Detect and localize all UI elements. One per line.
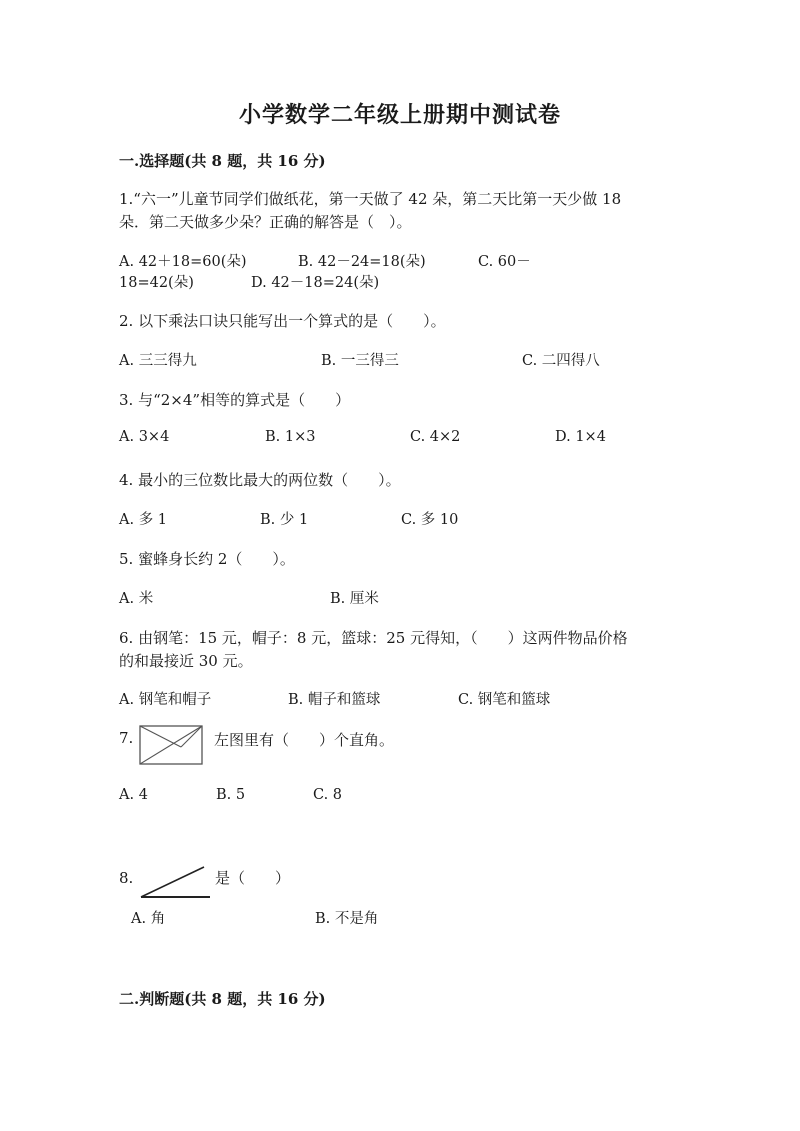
question-4-option-b: B. 少 1	[260, 512, 309, 528]
question-2-option-b: B. 一三得三	[321, 353, 399, 369]
page-title: 小学数学二年级上册期中测试卷	[238, 102, 561, 128]
question-7-number: 7.	[119, 729, 134, 747]
figure-diagonal-left	[140, 726, 181, 747]
question-8-text: 是（ ）	[215, 869, 291, 887]
question-3-option-b: B. 1×3	[265, 429, 316, 445]
question-1-option-b: B. 42－24=18(朵)	[298, 254, 426, 270]
question-1-option-d: D. 42－18=24(朵)	[251, 275, 380, 291]
question-7-option-a: A. 4	[119, 787, 148, 803]
question-7-text: 左图里有（ ）个直角。	[214, 731, 395, 749]
question-5-option-b: B. 厘米	[330, 591, 379, 607]
question-7-option-c: C. 8	[313, 787, 343, 803]
question-3-option-c: C. 4×2	[410, 429, 461, 445]
question-6-line-2: 的和最接近 30 元。	[119, 652, 253, 670]
question-2-text: 2. 以下乘法口诀只能写出一个算式的是（ ）。	[119, 312, 446, 330]
question-5-text: 5. 蜜蜂身长约 2（ ）。	[119, 550, 295, 568]
question-1-option-a: A. 42＋18=60(朵)	[119, 254, 247, 270]
question-4-option-a: A. 多 1	[119, 512, 168, 528]
section-heading-choice: 一.选择题(共 8 题，共 16 分)	[119, 152, 326, 170]
angle-slanted-ray	[141, 867, 204, 897]
question-6-option-a: A. 钢笔和帽子	[119, 692, 212, 708]
question-3-option-d: D. 1×4	[555, 429, 606, 445]
question-8-option-a: A. 角	[131, 911, 166, 927]
section-heading-true-false: 二.判断题(共 8 题，共 16 分)	[119, 990, 326, 1008]
question-5-option-a: A. 米	[119, 591, 154, 607]
question-1-line-1: 1.“六一”儿童节同学们做纸花，第一天做了 42 朵，第二天比第一天少做 18	[119, 190, 622, 208]
question-2-option-a: A. 三三得九	[119, 353, 197, 369]
question-3-option-a: A. 3×4	[119, 429, 170, 445]
question-4-text: 4. 最小的三位数比最大的两位数（ ）。	[119, 471, 401, 489]
question-8-option-b: B. 不是角	[315, 911, 379, 927]
question-1-line-2: 朵．第二天做多少朵？正确的解答是（ ）。	[119, 213, 412, 231]
question-8-number: 8.	[119, 869, 134, 887]
question-1-option-c: C. 60－	[478, 254, 531, 270]
question-6-line-1: 6. 由钢笔：15 元，帽子：8 元，篮球：25 元得知，（ ）这两件物品价格	[119, 629, 628, 647]
question-3-text: 3. 与“2×4”相等的算式是（ ）	[119, 391, 351, 409]
question-6-option-b: B. 帽子和篮球	[288, 692, 381, 708]
rectangle-envelope-figure	[139, 725, 203, 765]
question-7-option-b: B. 5	[216, 787, 246, 803]
question-4-option-c: C. 多 10	[401, 512, 459, 528]
question-6-option-c: C. 钢笔和篮球	[458, 692, 551, 708]
question-2-option-c: C. 二四得八	[522, 353, 600, 369]
question-1-option-c-cont: 18=42(朵)	[119, 275, 194, 291]
figure-diagonal-long	[140, 726, 202, 764]
angle-figure	[138, 864, 214, 902]
